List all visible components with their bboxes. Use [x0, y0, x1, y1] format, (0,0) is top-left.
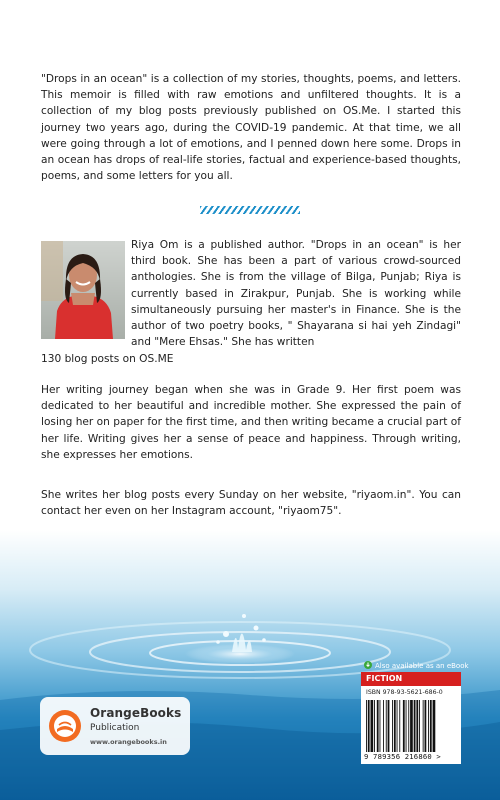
isbn-number: ISBN 978-93-5621-686-0	[366, 689, 443, 696]
barcode-bar	[397, 700, 398, 752]
barcode-bar	[392, 700, 393, 752]
barcode-bar	[430, 700, 432, 752]
barcode-bar	[403, 700, 405, 752]
barcode-bar	[368, 700, 370, 752]
isbn-box	[361, 672, 461, 764]
barcode-bar	[410, 700, 413, 752]
barcode-bar	[419, 700, 420, 752]
barcode-bar	[377, 700, 379, 752]
publisher-url: www.orangebooks.in	[90, 738, 167, 746]
barcode-digits: 9 789356 216860 >	[364, 752, 441, 761]
publisher-subtitle: Publication	[90, 723, 140, 733]
ebook-availability-note	[364, 661, 469, 670]
barcode-bar	[399, 700, 400, 752]
author-bio: Riya Om is a published author. "Drops in an ocean" is her third book. She has been a part of various crowd-sourced anthologies. She is from the village of Bilga, Punjab; Riya is currently based in Zirakpur, Punjab. She is working while simultaneously pursuing her master's in Finance. She is the author of two poetry books, " Shayarana si hai yeh Zindagi" and "Mere Ehsas." She has written	[131, 239, 461, 349]
barcode-bar	[374, 700, 375, 752]
book-blurb: "Drops in an ocean" is a collection of my stories, thoughts, poems, and letters. This memoir is filled with raw emotions and unfiltered thoughts. It is a collection of my blog posts previously published on OS.Me. I started this journey two years ago, during the COVID-19 pandemic. At that time, we all were going through a lot of emotions, and I penned down here some. Drops in an ocean has drops of real-life stories, factual and experience-based thoughts, poems, and some letters for you all.	[41, 73, 461, 183]
barcode-bar	[408, 700, 409, 752]
barcode	[364, 700, 458, 752]
barcode-bar	[414, 700, 416, 752]
barcode-bar	[425, 700, 427, 752]
barcode-bar	[416, 700, 418, 752]
author-contact: She writes her blog posts every Sunday on her website, "riyaom.in". You can contact her even on her Instagram account, "riyaom75".	[41, 489, 461, 518]
orangebooks-logo-icon	[48, 709, 82, 743]
barcode-bar	[433, 700, 436, 752]
barcode-bar	[388, 700, 390, 752]
barcode-bar	[386, 700, 387, 752]
barcode-bar	[394, 700, 396, 752]
barcode-bar	[428, 700, 429, 752]
barcode-bar	[371, 700, 374, 752]
author-writing-journey: Her writing journey began when she was in Grade 9. Her first poem was dedicated to her beautiful and incredible mother. She expressed the pain of losing her on paper for the first time, and then writing became a crucial part of her life. Writing gives her a sense of peace and happiness. Through writing, she expresses her emotions.	[41, 384, 461, 461]
download-icon	[364, 661, 372, 669]
ebook-note-text: Also available as an eBook	[375, 662, 469, 670]
barcode-bar	[423, 700, 424, 752]
genre-band	[361, 672, 461, 686]
publisher-name: OrangeBooks	[90, 706, 182, 720]
author-bio-continued: 130 blog posts on OS.ME	[41, 353, 174, 365]
publisher-badge	[40, 697, 190, 755]
genre-label: FICTION	[366, 674, 403, 683]
section-divider	[200, 206, 300, 214]
barcode-bar	[383, 700, 384, 752]
barcode-bar	[366, 700, 367, 752]
barcode-bar	[380, 700, 381, 752]
author-photo	[41, 241, 125, 339]
barcode-bar	[406, 700, 407, 752]
